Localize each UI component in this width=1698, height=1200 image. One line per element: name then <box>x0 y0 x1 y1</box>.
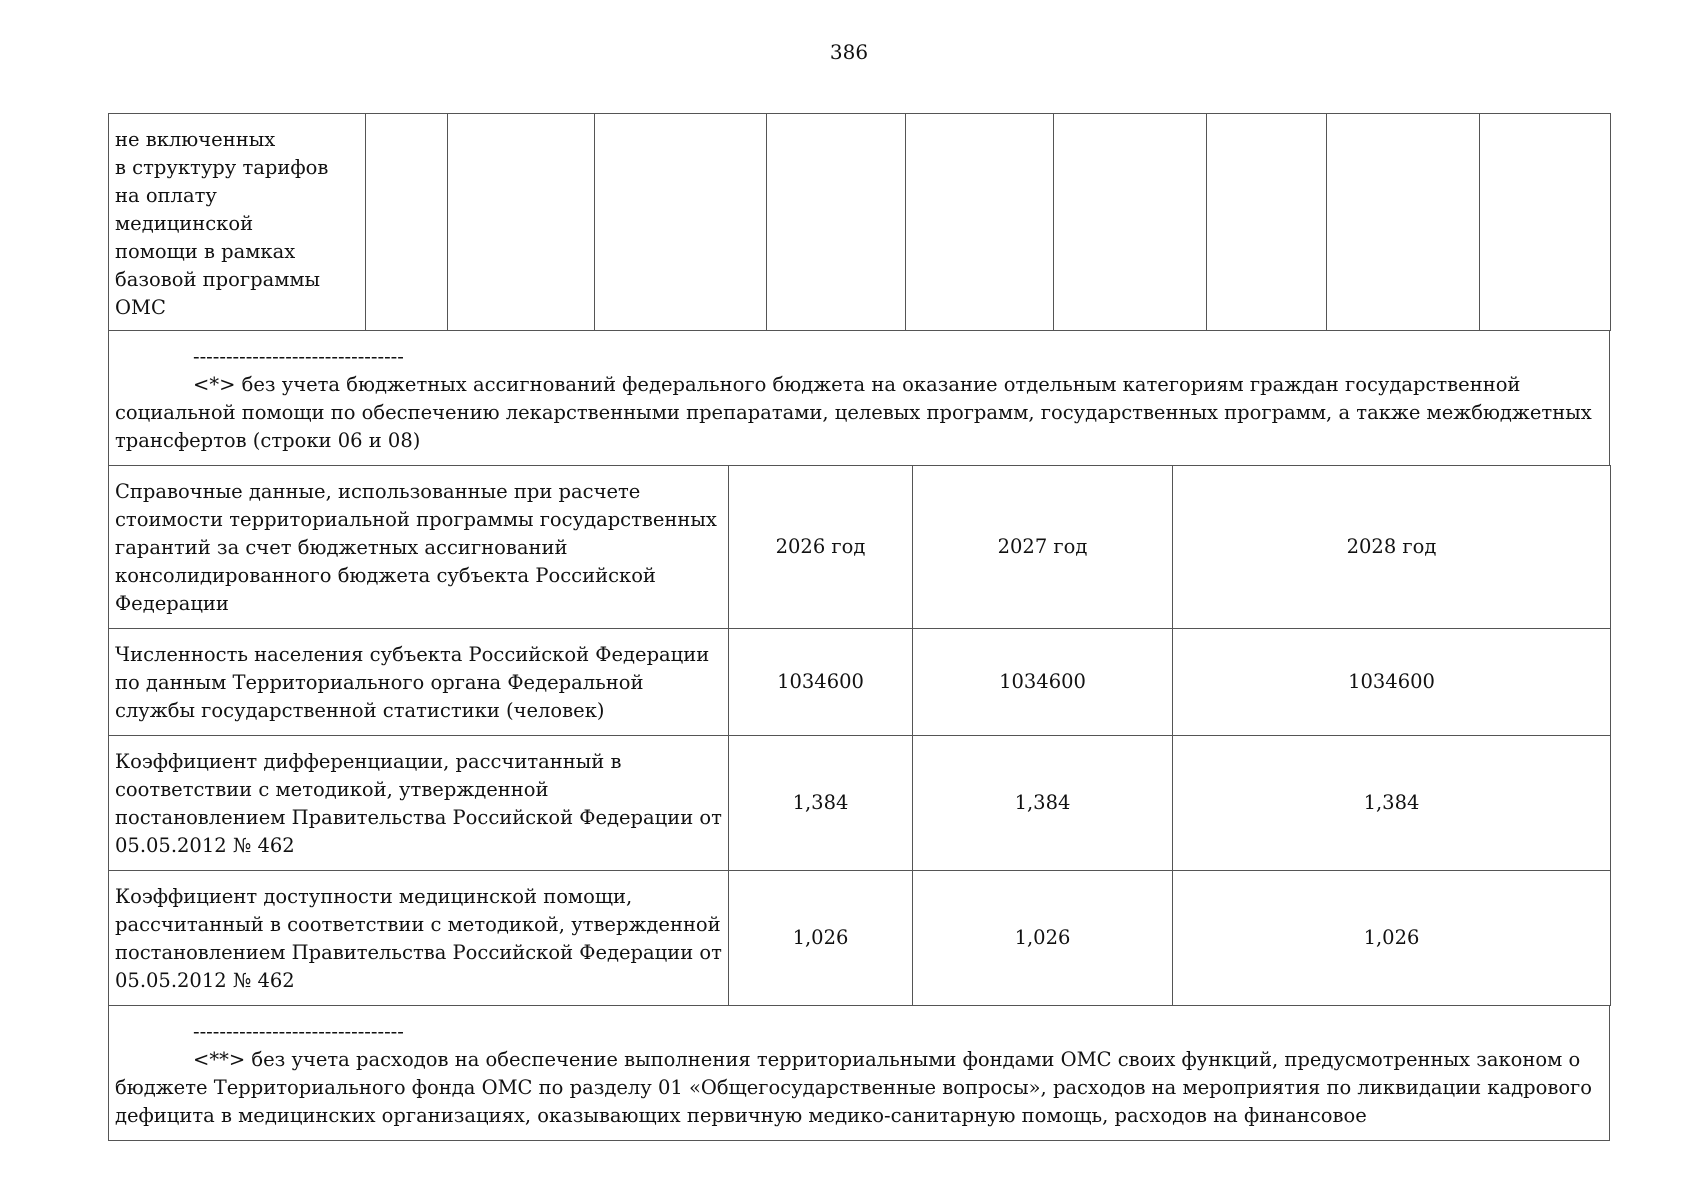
row-value: 1,026 <box>913 871 1173 1006</box>
year-header: 2026 год <box>729 466 913 629</box>
empty-cell <box>1480 114 1611 331</box>
row-value: 1034600 <box>1173 629 1611 736</box>
table-row <box>109 736 1611 871</box>
label-line: ОМС <box>115 296 166 319</box>
table-row <box>109 871 1611 1006</box>
row-value: 1,384 <box>1173 736 1611 871</box>
table-header-row <box>109 466 1611 629</box>
row-value: 1034600 <box>913 629 1173 736</box>
label-line: помощи в рамках <box>115 240 296 263</box>
row-description: Коэффициент дифференциации, рассчитанный в соответствии с методикой, утвержденной постановлением Правительства Российской Федерации от 05.05.2012 № 462 <box>109 736 729 871</box>
footnote-text: <**> без учета расходов на обеспечение выполнения территориальными фондами ОМС своих функций, предусмотренных законом о бюджете Территориального фонда ОМС по разделу 01 «Общегосударственные вопросы», расходов на мероприятия по ликвидации кадрового дефицита в медицинских организациях, оказывающих первичную медико-санитарную помощь, расходов на финансовое <box>115 1048 1593 1127</box>
year-header: 2028 год <box>1173 466 1611 629</box>
footnote-double-star <box>108 1006 1610 1141</box>
row-value: 1,384 <box>913 736 1173 871</box>
row-value: 1034600 <box>729 629 913 736</box>
table-row <box>109 629 1611 736</box>
empty-cell <box>1207 114 1327 331</box>
footnote-single-star <box>108 331 1610 465</box>
continuation-row <box>109 114 1611 331</box>
row-description: Численность населения субъекта Российской Федерации по данным Территориального органа Федеральной службы государственной статистики (человек) <box>109 629 729 736</box>
label-line: в структуру тарифов <box>115 156 329 179</box>
row-value: 1,026 <box>1173 871 1611 1006</box>
empty-cell <box>448 114 595 331</box>
empty-cell <box>1054 114 1207 331</box>
row-value: 1,026 <box>729 871 913 1006</box>
page-number: 386 <box>829 40 869 64</box>
footnote-separator: -------------------------------- <box>193 345 404 368</box>
label-line: базовой программы <box>115 268 321 291</box>
label-line: не включенных <box>115 128 276 151</box>
document-body <box>108 113 1610 1141</box>
reference-data-table <box>108 465 1611 1006</box>
year-header: 2027 год <box>913 466 1173 629</box>
empty-cell <box>595 114 767 331</box>
footnote-text: <*> без учета бюджетных ассигнований федерального бюджета на оказание отдельным категориям граждан государственной социальной помощи по обеспечению лекарственными препаратами, целевых программ, государственных программ, а также межбюджетных трансфертов (строки 06 и 08) <box>115 373 1592 452</box>
empty-cell <box>366 114 448 331</box>
empty-cell <box>1327 114 1480 331</box>
empty-cell <box>767 114 906 331</box>
continuation-row-label <box>109 114 366 331</box>
row-value: 1,384 <box>729 736 913 871</box>
row-description: Коэффициент доступности медицинской помощи, рассчитанный в соответствии с методикой, утвержденной постановлением Правительства Российской Федерации от 05.05.2012 № 462 <box>109 871 729 1006</box>
footnote-separator: -------------------------------- <box>193 1020 404 1043</box>
header-description: Справочные данные, использованные при расчете стоимости территориальной программы государственных гарантий за счет бюджетных ассигнований консолидированного бюджета субъекта Российской Федерации <box>109 466 729 629</box>
empty-cell <box>906 114 1054 331</box>
label-line: на оплату медицинской <box>115 184 254 235</box>
continuation-table <box>108 113 1611 331</box>
